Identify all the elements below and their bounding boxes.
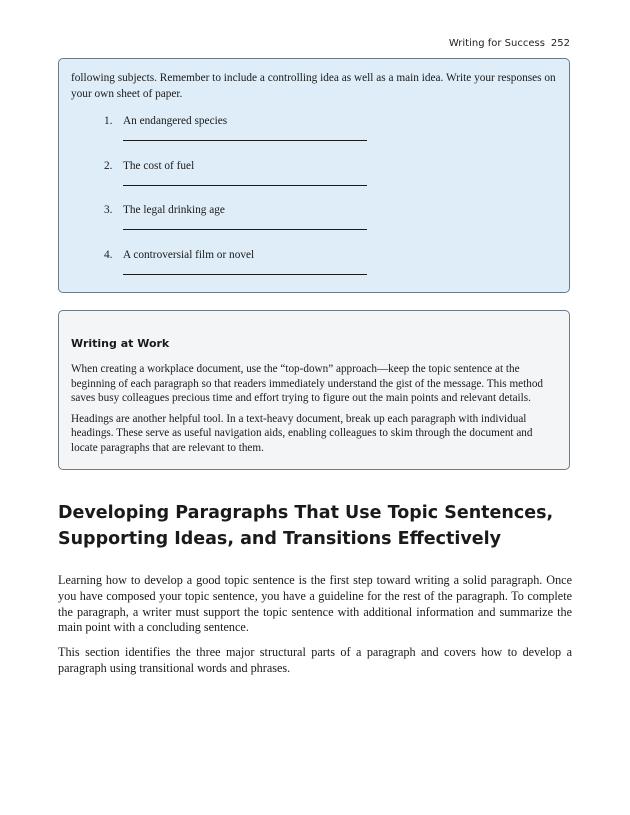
exercise-item-number: 1. — [104, 115, 113, 127]
answer-line — [123, 185, 367, 186]
writing-at-work-title: Writing at Work — [71, 337, 170, 350]
body-paragraph: This section identifies the three major structural parts of a paragraph and covers how to develop a paragraph using transitional words and phrases. — [58, 645, 572, 675]
page-number: 252 — [550, 38, 570, 49]
running-header — [449, 38, 570, 49]
exercise-list — [71, 114, 557, 292]
exercise-item — [71, 159, 557, 204]
exercise-item — [71, 248, 557, 293]
exercise-item-text: A controversial film or novel — [123, 248, 255, 261]
exercise-item — [71, 114, 557, 159]
section-heading: Developing Paragraphs That Use Topic Sentences, Supporting Ideas, and Transitions Effectively — [58, 503, 554, 549]
body-paragraph: Learning how to develop a good topic sentence is the first step toward writing a solid paragraph. Once you have composed your topic sentence, you have a guideline for the rest of the paragraph. To complete the paragraph, a writer must support the topic sentence with additional information and summarize the main point with a concluding sentence. — [58, 573, 572, 635]
exercise-item-number: 3. — [104, 204, 113, 216]
exercise-item-number: 4. — [104, 248, 113, 261]
exercise-item-text: The legal drinking age — [123, 204, 225, 216]
exercise-intro: following subjects. Remember to include a controlling idea as well as a main idea. Write your responses on your own sheet of paper. — [71, 72, 556, 100]
answer-line — [123, 140, 367, 141]
writing-at-work-paragraph: Headings are another helpful tool. In a text-heavy document, break up each paragraph with individual headings. These serve as useful navigation aids, enabling colleagues to skim through the document and locate paragraphs that are relevant to them. — [71, 412, 533, 454]
exercise-box — [58, 58, 570, 293]
exercise-item-text: An endangered species — [123, 115, 228, 127]
writing-at-work-paragraph: When creating a workplace document, use the “top-down” approach—keep the topic sentence at the beginning of each paragraph so that readers immediately understand the gist of the message. This method saves busy colleagues precious time and effort trying to figure out the main points and relevant details. — [71, 363, 544, 405]
writing-at-work-box — [58, 310, 570, 470]
exercise-item-text: The cost of fuel — [123, 159, 195, 172]
answer-line — [123, 274, 367, 275]
exercise-item — [71, 203, 557, 248]
book-title: Writing for Success — [448, 38, 545, 49]
answer-line — [123, 229, 367, 230]
exercise-item-number: 2. — [104, 159, 113, 172]
